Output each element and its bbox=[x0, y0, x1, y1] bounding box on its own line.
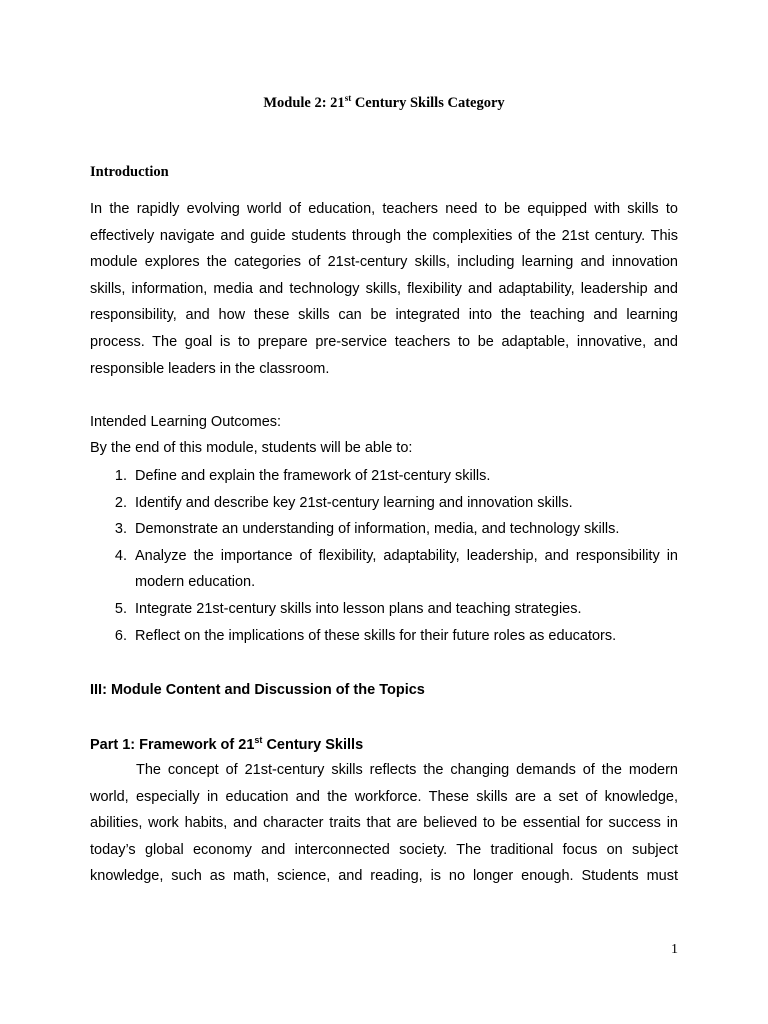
list-item bbox=[90, 596, 678, 623]
list-number: 4. bbox=[114, 547, 127, 564]
list-item bbox=[90, 543, 678, 596]
list-item bbox=[90, 516, 678, 543]
section-heading: III: Module Content and Discussion of the Topics bbox=[90, 682, 425, 698]
list-text: Reflect on the implications of these skills for their future roles as educators. bbox=[135, 627, 617, 644]
list-item bbox=[90, 490, 678, 517]
learning-outcomes-list bbox=[90, 463, 678, 649]
title-prefix: Module 2: 21 bbox=[263, 94, 345, 111]
list-number: 3. bbox=[114, 521, 127, 538]
list-number: 2. bbox=[114, 494, 127, 511]
part1-heading bbox=[90, 735, 363, 753]
list-item bbox=[90, 623, 678, 650]
title-suffix: Century Skills Category bbox=[351, 94, 505, 111]
introduction-heading: Introduction bbox=[90, 164, 169, 180]
ilo-lead: By the end of this module, students will be able to: bbox=[90, 440, 413, 456]
list-text: Integrate 21st-century skills into lesson plans and teaching strategies. bbox=[135, 600, 582, 617]
list-text: Define and explain the framework of 21st-century skills. bbox=[135, 468, 491, 484]
ilo-heading: Intended Learning Outcomes: bbox=[90, 414, 282, 430]
list-text: Demonstrate an understanding of information, media, and technology skills. bbox=[135, 521, 620, 538]
list-text: Analyze the importance of flexibility, adaptability, leadership, and responsibility in modern education. bbox=[135, 547, 678, 591]
part1-prefix: Part 1: Framework of 21 bbox=[90, 736, 255, 753]
list-text: Identify and describe key 21st-century learning and innovation skills. bbox=[135, 494, 573, 511]
title-superscript: st bbox=[344, 93, 352, 103]
part1-suffix: Century Skills bbox=[262, 736, 364, 753]
list-number: 1. bbox=[114, 468, 127, 484]
part1-superscript: st bbox=[254, 735, 263, 745]
page-number: 1 bbox=[671, 942, 678, 957]
list-item bbox=[90, 463, 678, 490]
part1-paragraph: The concept of 21st-century skills reflects the changing demands of the modern world, especially in education and the workforce. These skills are a set of knowledge, abilities, work habits, and character traits that are believed to be essential for success in today’s global economy and interconnected society. The traditional focus on subject knowledge, such as math, science, and reading, is no longer enough. Students must bbox=[90, 762, 678, 885]
module-title bbox=[0, 93, 768, 112]
introduction-paragraph: In the rapidly evolving world of education, teachers need to be equipped with skills to effectively navigate and guide students through the complexities of the 21st century. This module explores the categories of 21st-century skills, including learning and innovation skills, information, media and technology skills, flexibility and adaptability, leadership and responsibility, and how these skills can be integrated into the teaching and learning process. The goal is to prepare pre-service teachers to be adaptable, innovative, and responsible leaders in the classroom. bbox=[90, 201, 678, 377]
list-number: 6. bbox=[114, 627, 127, 644]
list-number: 5. bbox=[114, 600, 127, 617]
